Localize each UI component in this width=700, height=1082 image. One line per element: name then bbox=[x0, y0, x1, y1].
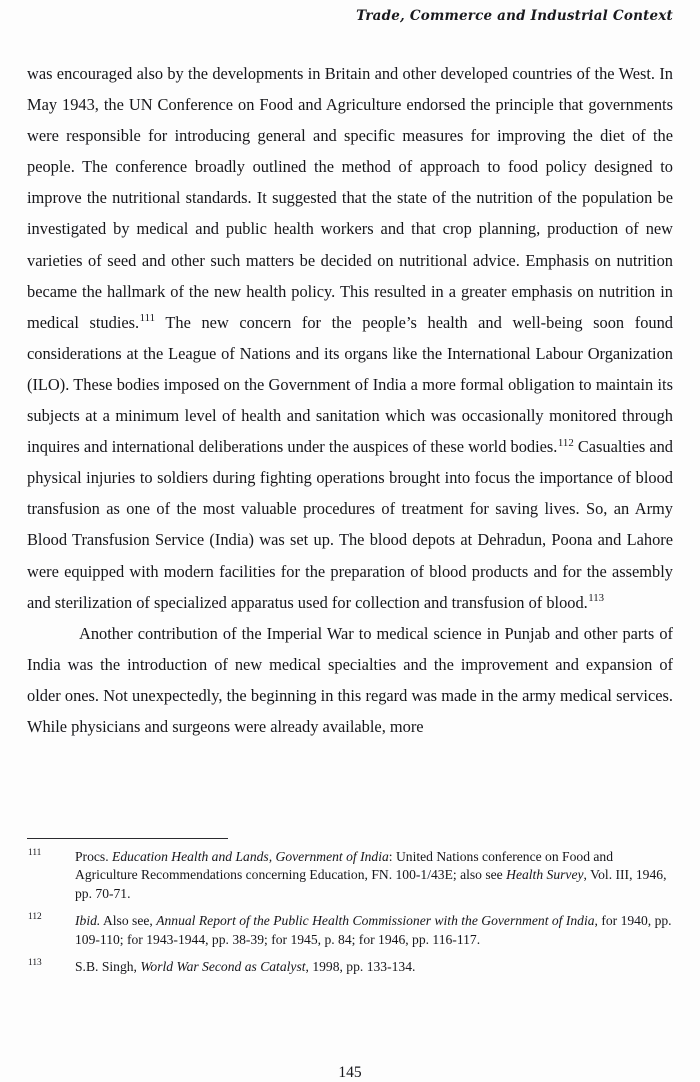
footnote-113-title: World War Second as Catalyst bbox=[140, 959, 306, 975]
page-number: 145 bbox=[338, 1064, 362, 1081]
footnote-111-title-2: Health Survey bbox=[506, 867, 584, 883]
footnote-112-text bbox=[75, 912, 673, 949]
footnote-113-seg-1: S.B. Singh, bbox=[75, 959, 141, 975]
footnote-number-111: 111 bbox=[28, 848, 42, 858]
footnote-111-seg-1: Procs. bbox=[75, 849, 113, 864]
paragraph-1 bbox=[27, 58, 673, 618]
footnote-area bbox=[27, 838, 673, 976]
paragraph-1-segment-1: was encouraged also by the developments in Britain and other developed countries of the West. In May 1943, the UN Conference on Food and Agriculture endorsed the principle that governments were responsible for introducing general and specific measures for improving the diet of the people. The conference broadly outlined the method of approach to food policy designed to improve the nutritional standards. It suggested that the state of the nutrition of the population be investigated by medical and public health workers and that crop planning, production of new varieties of seed and other such matters be decided on nutritional advice. Emphasis on nutrition became the hallmark of the new health policy. This resulted in a greater emphasis on nutrition in medical studies. bbox=[27, 64, 673, 332]
footnote-111-seg-3: : United Nations conference on Food and Agriculture Recommendations concerning Education, FN. 100-1/43E; also see bbox=[75, 849, 614, 883]
footnote-separator-rule bbox=[27, 838, 228, 839]
footnote-112 bbox=[27, 912, 673, 949]
footnote-113-text bbox=[75, 958, 673, 976]
footnote-111-title-1: Education Health and Lands, Government of India bbox=[112, 849, 389, 864]
paragraph-1-segment-3: Casualties and physical injuries to soldiers during fighting operations brought into focus the importance of blood transfusion as one of the most valuable procedures of treatment for saving lives. So, an Army Blood Transfusion Service (India) was set up. The blood depots at Dehradun, Poona and Lahore were equipped with modern facilities for the preparation of blood products and for the assembly and sterilization of specialized apparatus used for collection and transfusion of blood. bbox=[27, 437, 673, 612]
footnote-112-seg-4: , for 1940, pp. 109-110; for 1943-1944, pp. 38-39; for 1945, p. 84; for 1946, pp. 116-117. bbox=[75, 913, 672, 947]
footnote-112-ibid: Ibid. bbox=[75, 913, 101, 929]
footnote-112-title: Annual Report of the Public Health Commissioner with the Government of India bbox=[156, 913, 595, 929]
footnote-number-113: 113 bbox=[28, 958, 42, 969]
footnote-112-seg-2: Also see, bbox=[100, 913, 157, 929]
paragraph-1-segment-2: The new concern for the people’s health and well-being soon found considerations at the League of Nations and its organs like the International Labour Organization (ILO). These bodies imposed on the Government of India a more formal obligation to maintain its subjects at a minimum level of health and sanitation which was occasionally monitored through inquires and international deliberations under the auspices of these world bodies. bbox=[27, 312, 673, 457]
footnote-111 bbox=[27, 848, 673, 903]
footnote-113-seg-3: , 1998, pp. 133-134. bbox=[305, 959, 416, 975]
page-folio bbox=[0, 1064, 700, 1082]
footnote-111-text bbox=[75, 848, 673, 903]
paragraph-2 bbox=[27, 618, 673, 742]
footnote-number-112: 112 bbox=[28, 912, 42, 923]
footnote-marker-111[interactable]: 111 bbox=[139, 312, 156, 325]
footnote-113 bbox=[27, 958, 673, 976]
footnote-marker-113[interactable]: 113 bbox=[588, 592, 605, 605]
footnote-111-seg-5: , Vol. III, 1946, pp. 70-71. bbox=[75, 867, 667, 901]
footnote-marker-112[interactable]: 112 bbox=[557, 436, 574, 449]
running-header: Trade, Commerce and Industrial Context bbox=[356, 8, 673, 24]
paragraph-2-text: Another contribution of the Imperial War to medical science in Punjab and other parts of India was the introduction of new medical specialties and the improvement and expansion of older ones. Not unexpectedly, the beginning in this regard was made in the army medical services. While physicians and surgeons were already available, more bbox=[27, 623, 673, 736]
body-text-block bbox=[27, 58, 673, 742]
